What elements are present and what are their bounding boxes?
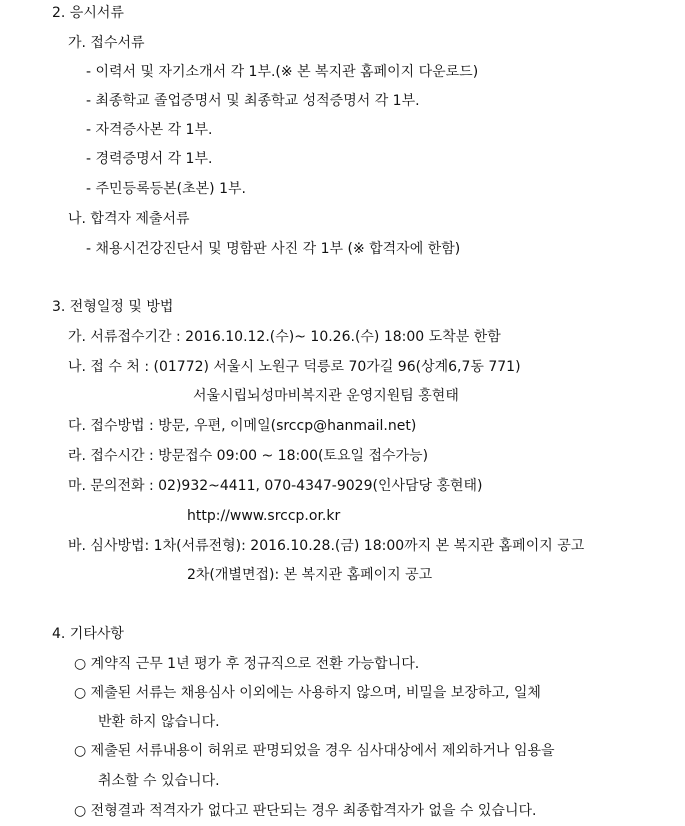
- schedule-line: 서울시립뇌성마비복지관 운영지원팀 홍현태: [193, 388, 459, 404]
- note-line: 반환 하지 않습니다.: [98, 714, 220, 730]
- schedule-line: 바. 심사방법: 1차(서류전형): 2016.10.28.(금) 18:00까지 본 복지관 홈페이지 공고: [68, 538, 585, 554]
- list-item: - 이력서 및 자기소개서 각 1부.(※ 본 복지관 홈페이지 다운로드): [86, 64, 479, 80]
- website-url: http://www.srccp.or.kr: [187, 508, 341, 524]
- section-2-heading: 2. 응시서류: [52, 5, 124, 21]
- schedule-line: 마. 문의전화 : 02)932~4411, 070-4347-9029(인사담당 홍현태): [68, 478, 483, 494]
- section-4-heading: 4. 기타사항: [52, 626, 124, 642]
- note-line: ○ 전형결과 적격자가 없다고 판단되는 경우 최종합격자가 없을 수 있습니다.: [74, 803, 537, 819]
- schedule-line: 라. 접수시간 : 방문접수 09:00 ~ 18:00(토요일 접수가능): [68, 448, 429, 464]
- note-line: ○ 제출된 서류내용이 허위로 판명되었을 경우 심사대상에서 제외하거나 임용을: [74, 743, 555, 759]
- section-3-heading: 3. 전형일정 및 방법: [52, 299, 174, 315]
- list-item: - 자격증사본 각 1부.: [86, 122, 213, 138]
- schedule-line: 가. 서류접수기간 : 2016.10.12.(수)~ 10.26.(수) 18:00 도착분 한함: [68, 329, 501, 345]
- list-item: - 최종학교 졸업증명서 및 최종학교 성적증명서 각 1부.: [86, 93, 420, 109]
- subsection-ga-heading: 가. 접수서류: [68, 35, 145, 51]
- note-line: ○ 제출된 서류는 채용심사 이외에는 사용하지 않으며, 비밀을 보장하고, 일체: [74, 685, 541, 701]
- note-line: 취소할 수 있습니다.: [98, 773, 220, 789]
- schedule-line: 다. 접수방법 : 방문, 우편, 이메일(srccp@hanmail.net): [68, 418, 417, 434]
- schedule-line: 2차(개별면접): 본 복지관 홈페이지 공고: [187, 567, 433, 583]
- list-item: - 주민등록등본(초본) 1부.: [86, 181, 246, 197]
- schedule-line: 나. 접 수 처 : (01772) 서울시 노원구 덕릉로 70가길 96(상계6,7동 771): [68, 359, 521, 375]
- subsection-na-heading: 나. 합격자 제출서류: [68, 211, 190, 227]
- list-item: - 채용시건강진단서 및 명함판 사진 각 1부 (※ 합격자에 한함): [86, 241, 461, 257]
- list-item: - 경력증명서 각 1부.: [86, 151, 213, 167]
- note-line: ○ 계약직 근무 1년 평가 후 정규직으로 전환 가능합니다.: [74, 656, 420, 672]
